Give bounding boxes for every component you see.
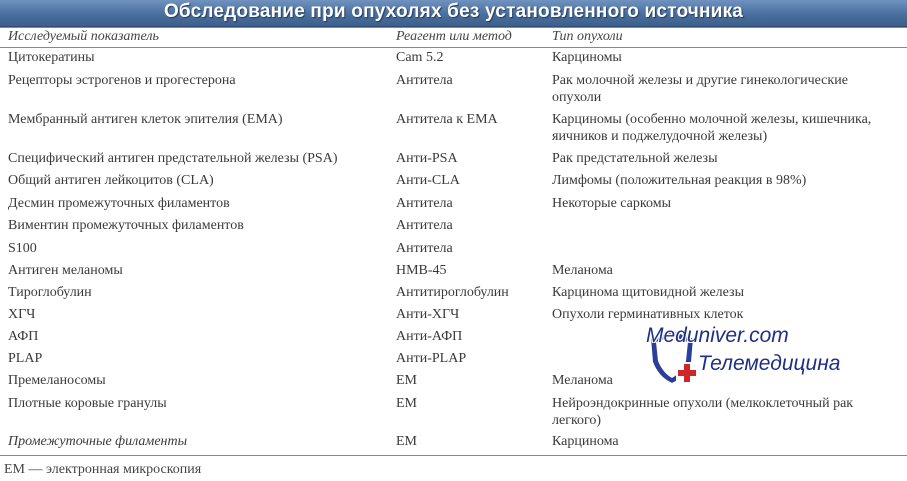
marker-cell: Виментин промежуточных филаментов [8, 218, 244, 233]
marker-cell: Плотные коровые гранулы [8, 396, 167, 411]
footnote: ЕМ — электронная микроскопия [4, 462, 202, 477]
header-tumor: Тип опухоли [552, 29, 623, 44]
marker-cell: ХГЧ [8, 307, 36, 322]
marker-cell: АФП [8, 329, 39, 344]
method-cell: ЕМ [396, 396, 417, 411]
method-cell: НМВ-45 [396, 263, 447, 278]
method-cell: Антитела [396, 241, 453, 256]
marker-cell: Антиген меланомы [8, 263, 123, 278]
tumor-cell: Карциномы (особенно молочной железы, кишечника, яичников и поджелудочной железы) [552, 112, 872, 144]
marker-cell: Рецепторы эстрогенов и прогестерона [8, 73, 236, 88]
marker-cell: Промежуточные филаменты [8, 434, 188, 449]
marker-cell: Общий антиген лейкоцитов (CLA) [8, 173, 214, 188]
title-bar [0, 0, 907, 27]
marker-cell: Тироглобулин [8, 285, 92, 300]
header-marker: Исследуемый показатель [8, 29, 159, 44]
tumor-cell: Рак предстательной железы [552, 151, 718, 166]
tumor-cell: Некоторые саркомы [552, 196, 671, 211]
method-cell: Анти-АФП [396, 329, 463, 344]
marker-cell: Специфический антиген предстательной железы (PSA) [8, 151, 338, 166]
table-top-rule [0, 27, 907, 28]
tumor-cell: Нейроэндокринные опухоли (мелкоклеточный рак легкого) [552, 396, 854, 428]
method-cell: Антитироглобулин [396, 285, 509, 300]
marker-cell: Десмин промежуточных филаментов [8, 196, 230, 211]
marker-cell: Цитокератины [8, 50, 95, 65]
method-cell: ЕМ [396, 434, 417, 449]
tumor-cell: Рак молочной железы и другие гинекологические опухоли [552, 73, 848, 105]
method-cell: Анти-ХГЧ [396, 307, 460, 322]
watermark-subtitle: Телемедицина [698, 352, 841, 375]
method-cell: Антитела [396, 73, 453, 88]
page-title: Обследование при опухолях без установленного источника [163, 1, 744, 22]
tumor-cell: Лимфомы (положительная реакция в 98%) [552, 173, 807, 188]
tumor-cell: Меланома [552, 373, 613, 388]
method-cell: Анти-CLA [396, 173, 460, 188]
marker-cell: S100 [8, 241, 37, 256]
method-cell: Антитела [396, 196, 453, 211]
method-cell: Антитела [396, 218, 453, 233]
marker-cell: PLAP [8, 351, 43, 366]
tumor-cell: Карцинома щитовидной железы [552, 285, 744, 300]
tumor-cell: Опухоли герминативных клеток [552, 307, 744, 322]
table-bottom-rule [0, 455, 907, 456]
watermark [640, 320, 870, 390]
method-cell: Антитела к ЕМА [396, 112, 498, 127]
tumor-cell: Карцинома [552, 434, 619, 449]
tumor-cell: Меланома [552, 263, 613, 278]
watermark-site: Meduniver.com [646, 324, 789, 347]
header-method: Реагент или метод [396, 29, 512, 44]
method-cell: ЕМ [396, 373, 417, 388]
method-cell: Cam 5.2 [396, 50, 444, 65]
method-cell: Анти-PSA [396, 151, 458, 166]
method-cell: Анти-PLAP [396, 351, 467, 366]
tumor-cell: Карциномы [552, 50, 622, 65]
marker-cell: Премеланосомы [8, 373, 106, 388]
header-rule [0, 47, 907, 48]
marker-cell: Мембранный антиген клеток эпителия (ЕМА) [8, 112, 283, 127]
